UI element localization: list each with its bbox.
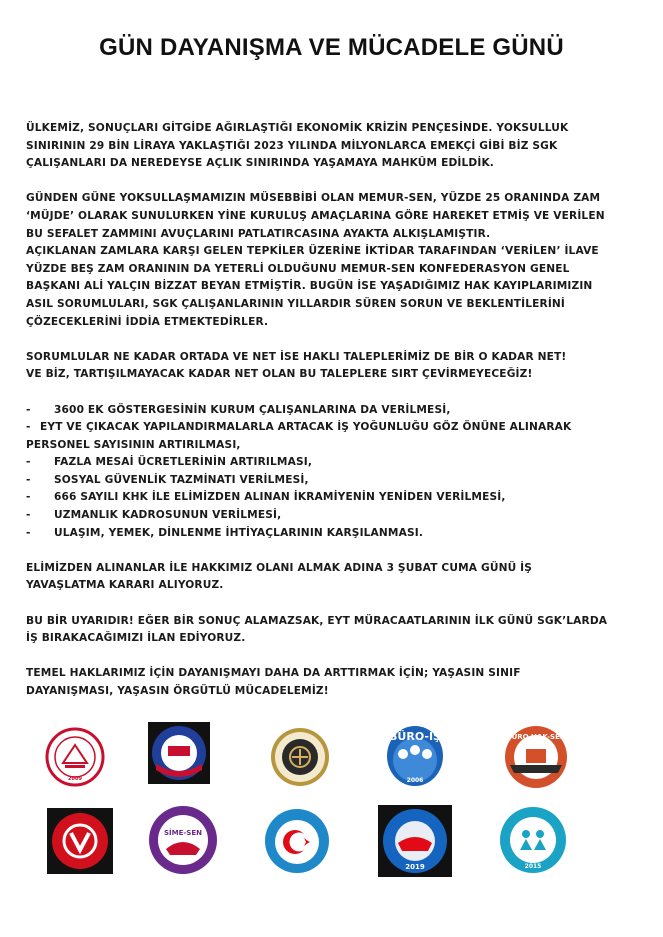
bullet-dash: -: [26, 403, 31, 416]
paragraph-line: YÜZDE BEŞ ZAM ORANININ DA YETERLİ OLDUĞUNU MEMUR-SEN KONFEDERASYON GENEL: [26, 262, 570, 275]
paragraph-line: SINIRININ 29 BİN LİRAYA YAKLAŞTIĞI 2023 YILINDA MİLYONLARCA EMEKÇİ GİBİ BİZ SGK: [26, 139, 558, 152]
list-item: - EYT VE ÇIKACAK YAPILANDIRMALARLA ARTACAK İŞ YOĞUNLUĞU GÖZ ÖNÜNE ALINARAK: [26, 419, 626, 437]
red-square-logo: [47, 808, 113, 874]
bullet-dash: -: [26, 421, 31, 434]
paragraph-line: ÇALIŞANLARI DA NEREDEYSE AÇLIK SINIRINDA YAŞAMAYA MAHKÛM EDİLDİK.: [26, 157, 494, 170]
svg-text:2006: 2006: [406, 777, 424, 784]
paragraph-line: BAŞKANI ALİ YALÇIN BİZZAT BEYAN ETMİŞTİR. BUGÜN İSE YAŞADIĞIMIZ HAK KAYIPLARIMIZIN: [26, 280, 593, 293]
paragraph-line: GÜNDEN GÜNE YOKSULLAŞMAMIZIN MÜSEBBİBİ OLAN MEMUR-SEN, YÜZDE 25 ORANINDA ZAM: [26, 192, 601, 205]
buro-is-logo: [383, 720, 447, 788]
sime-sen-logo: [148, 805, 218, 875]
list-item: - 3600 EK GÖSTERGESİNİN KURUM ÇALIŞANLARINA DA VERİLMESİ,: [26, 402, 626, 420]
paragraph-line: YAVAŞLATMA KARARI ALIYORUZ.: [26, 579, 224, 592]
svg-text:2019: 2019: [405, 863, 425, 871]
bullet-dash: -: [26, 526, 31, 539]
svg-text:BÜRO-İŞ: BÜRO-İŞ: [389, 730, 441, 743]
svg-text:SİME-SEN: SİME-SEN: [164, 829, 202, 837]
paragraph-line: DAYANIŞMASI, YAŞASIN ÖRGÜTLÜ MÜCADELEMİZ!: [26, 685, 329, 697]
svg-text:2015: 2015: [524, 863, 542, 870]
svg-text:2009: 2009: [68, 776, 82, 782]
paragraph-line: İŞ BIRAKACAĞIMIZI İLAN EDİYORUZ.: [26, 632, 246, 645]
gold-seal-logo: [270, 727, 330, 787]
sehit-gazi-sen-logo: [264, 808, 330, 874]
paragraph-line: ÜLKEMİZ, SONUÇLARI GİTGİDE AĞIRLAŞTIĞI EKONOMİK KRİZİN PENÇESİNDE. YOKSULLUK: [26, 122, 569, 134]
list-item: - SOSYAL GÜVENLİK TAZMİNATI VERİLMESİ,: [26, 472, 626, 490]
paragraph-line: VE BİZ, TARTIŞILMAYACAK KADAR NET OLAN BU TALEPLERE SIRT ÇEVİRMEYECEĞİZ!: [26, 368, 533, 381]
list-item: - FAZLA MESAİ ÜCRETLERİNİN ARTIRILMASI,: [26, 454, 626, 472]
paragraph-line: BU BİR UYARIDIR! EĞER BİR SONUÇ ALAMAZSAK, EYT MÜRACAATLARININ İLK GÜNÜ SGK’LARDA: [26, 614, 608, 627]
page-title: GÜN DAYANIŞMA VE MÜCADELE GÜNÜ: [99, 34, 564, 61]
tum-buro-birlik-sen-logo: [378, 805, 452, 877]
list-item-continuation: PERSONEL SAYISININ ARTIRILMASI,: [26, 438, 241, 451]
bullet-dash: -: [26, 509, 31, 522]
buro-hak-sen-logo: [504, 725, 568, 789]
bullet-dash: -: [26, 473, 31, 486]
paragraph-line: ‘MÜJDE’ OLARAK SUNULURKEN YİNE KURULUŞ AMAÇLARINA GÖRE HAREKET ETMİŞ VE VERİLEN: [26, 209, 605, 222]
paragraph-line: ELİMİZDEN ALINANLAR İLE HAKKIMIZ OLANI ALMAK ADINA 3 ŞUBAT CUMA GÜNÜ İŞ: [26, 561, 533, 574]
svg-text:BÜRO HAK-SEN: BÜRO HAK-SEN: [506, 733, 566, 741]
bullet-dash: -: [26, 456, 31, 469]
buro-sendikasi-logo: [148, 722, 210, 784]
list-item: - UZMANLIK KADROSUNUN VERİLMESİ,: [26, 507, 626, 525]
paragraph-line: AÇIKLANAN ZAMLARA KARŞI GELEN TEPKİLER ÜZERİNE İKTİDAR TARAFINDAN ‘VERİLEN’ İLAVE: [26, 245, 599, 258]
yurt-buro-sen-logo: [499, 806, 567, 874]
paragraph-line: SORUMLULAR NE KADAR ORTADA VE NET İSE HAKLI TALEPLERİMİZ DE BİR O KADAR NET!: [26, 350, 567, 363]
adalet-sen-logo: [45, 727, 105, 787]
list-item: - ULAŞIM, YEMEK, DİNLENME İHTİYAÇLARININ KARŞILANMASI.: [26, 525, 626, 543]
paragraph-line: ÇÖZECEKLERİNİ İDDİA ETMEKTEDİRLER.: [26, 315, 269, 328]
paragraph-line: BU SEFALET ZAMMINI AVUÇLARINI PATLATIRCASINA AYAKTA ALKIŞLAMIŞTIR.: [26, 227, 491, 240]
paragraph-line: ASIL SORUMLULARI, SGK ÇALIŞANLARININ YILLARDIR SÜREN SORUN VE BEKLENTİLERİNİ: [26, 297, 566, 310]
bullet-dash: -: [26, 491, 31, 504]
paragraph-line: TEMEL HAKLARIMIZ İÇİN DAYANIŞMAYI DAHA DA ARTTIRMAK İÇİN; YAŞASIN SINIF: [26, 667, 521, 680]
list-item: - 666 SAYILI KHK İLE ELİMİZDEN ALINAN İKRAMİYENİN YENİDEN VERİLMESİ,: [26, 489, 626, 507]
